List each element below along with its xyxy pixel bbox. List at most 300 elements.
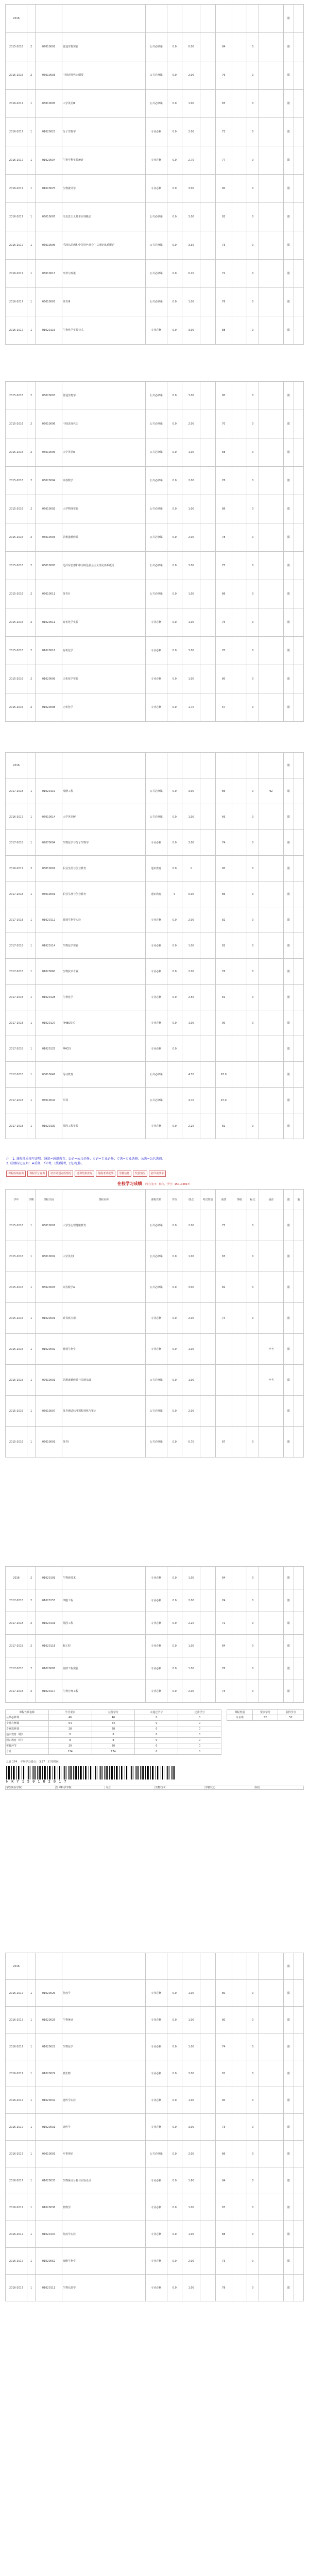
cell-name: 大学英语II (62, 438, 145, 467)
cell-nature: 专业必修 (145, 1567, 167, 1589)
cell-grade (232, 90, 247, 118)
cell-hours: 2.00 (182, 907, 200, 933)
cell-flag: 限 (284, 1062, 294, 1088)
cell-year: 2017-2018 (6, 1657, 27, 1680)
cell-name: 生物化学与分子生物学 (62, 830, 145, 856)
cell-exam (200, 61, 215, 90)
cell-exam (200, 467, 215, 495)
cell-mark: 0 (247, 382, 259, 410)
cell-credit: 0.0 (167, 1303, 182, 1334)
cell-credit: 0.0 (167, 316, 182, 345)
cell-mark (247, 5, 259, 33)
cell-credit: 0.0 (167, 260, 182, 288)
cell-name: 毛泽东思想和中国特色社会主义理论体系概论 (62, 552, 145, 580)
cell-exam (200, 907, 215, 933)
cell-nature: 公共必修课 (145, 804, 167, 830)
cell-year: 2016-2017 (6, 2007, 27, 2033)
cell-exam (200, 5, 215, 33)
cell-note (259, 467, 284, 495)
cell-name: 发酵工程实验 (62, 1657, 145, 1680)
table-row (6, 1612, 304, 1635)
cell-name: 体育测试标准课程训练与鉴定 (62, 1396, 145, 1427)
cell-year: 2016-2017 (6, 2141, 27, 2167)
cell-code: 06010011 (36, 580, 62, 608)
cell-note (259, 1010, 284, 1036)
cell-a (294, 467, 303, 495)
table-row (6, 753, 304, 778)
cell-a (294, 1036, 303, 1062)
table-row (6, 804, 304, 830)
table-row (6, 288, 304, 316)
cell-code: 01020060 (36, 959, 62, 985)
cell-flag: 限 (284, 1365, 294, 1396)
side-column-header: 获得学分 (278, 1710, 304, 1715)
cell-grade (232, 907, 247, 933)
cell-flag: 限 (284, 1334, 294, 1365)
cell-mark: 0 (247, 2114, 259, 2141)
cell-note (259, 580, 284, 608)
cell-exam (200, 637, 215, 665)
cell-exam (200, 580, 215, 608)
cell-nature: 公共必修课 (145, 1210, 167, 1241)
cell-year: 2015-2016 (6, 552, 27, 580)
cell-grade (232, 33, 247, 61)
cell-nature: 专业必修 (145, 2248, 167, 2275)
table-row (6, 1589, 304, 1612)
cell-grade (232, 959, 247, 985)
cell-code: 01020008 (36, 693, 62, 722)
summary-row (6, 1732, 221, 1738)
cell-credit (167, 753, 182, 778)
cell-year: 2017-2018 (6, 1635, 27, 1657)
cell-score: 80 (215, 665, 232, 693)
cell-exam (200, 985, 215, 1010)
cell-note (259, 523, 284, 552)
cell-a (294, 2248, 303, 2275)
cell-exam (200, 2248, 215, 2275)
cell-credit (167, 1062, 182, 1088)
cell-hours: 1.00 (182, 1657, 200, 1680)
cell-nature: 专业必修 (145, 2087, 167, 2114)
cell-mark: 0 (247, 438, 259, 467)
cell-code: 08010001 (36, 2141, 62, 2167)
cell-grade (232, 778, 247, 804)
cell-score: 70 (215, 410, 232, 438)
cell-code: 06010002 (36, 1241, 62, 1272)
cell-hours (182, 753, 200, 778)
cell-credit: 0.0 (167, 438, 182, 467)
cell-note (259, 33, 284, 61)
cell-flag: 限 (284, 580, 294, 608)
cell-nature: 专业必修 (145, 637, 167, 665)
cell-note (259, 1612, 284, 1635)
cell-grade (232, 1010, 247, 1036)
cell-hours (182, 1036, 200, 1062)
cell-hours: 2.00 (182, 1396, 200, 1427)
cell-grade (232, 118, 247, 146)
cell-name: 高等数学 (62, 467, 145, 495)
cell-exam (200, 693, 215, 722)
cell-a (294, 1427, 303, 1458)
cell-a (294, 665, 303, 693)
cell-grade (232, 1241, 247, 1272)
cell-note (259, 608, 284, 637)
cell-score: 76 (215, 959, 232, 985)
cell-credit: 0.0 (167, 33, 182, 61)
cell-exam (200, 1088, 215, 1113)
summary-column-header: 还需学分 (178, 1710, 221, 1715)
cell-no: 1 (27, 118, 36, 146)
cell-flag: 限 (284, 1036, 294, 1062)
cell-hours: 3.00 (182, 382, 200, 410)
cell-exam (200, 1612, 215, 1635)
table-row (6, 2194, 304, 2221)
cell-name: 生物学科实验统计 (62, 146, 145, 175)
cell-mark: 0 (247, 882, 259, 907)
cell-note (259, 959, 284, 985)
cell-note (259, 1241, 284, 1272)
cell-credit: 0.0 (167, 830, 182, 856)
cell-credit: 0.0 (167, 231, 182, 260)
cell-year: 2015-2016 (6, 1396, 27, 1427)
cell-note: 92 (259, 778, 284, 804)
table-row (6, 1427, 304, 1458)
cell-exam (200, 288, 215, 316)
gpa-label: 平均学分绩点： (20, 1760, 39, 1764)
cell-note (259, 1396, 284, 1427)
cell-code: 01020112 (36, 907, 62, 933)
cell-note (259, 1088, 284, 1113)
table-row (6, 5, 304, 33)
cell-mark: 0 (247, 523, 259, 552)
cell-year: 2015-2016 (6, 438, 27, 467)
cell-mark: 0 (247, 1657, 259, 1680)
cell-code: 01020111 (36, 2275, 62, 2301)
table-row (6, 1365, 304, 1396)
cell-a (294, 637, 303, 665)
summary-cell: 0 (178, 1726, 221, 1732)
cell-no: 1 (27, 1113, 36, 1139)
cell-nature: 专业必修 (145, 1589, 167, 1612)
cell-score: 88 (215, 316, 232, 345)
cell-a (294, 523, 303, 552)
cell-mark: 0 (247, 495, 259, 523)
cell-code (36, 5, 62, 33)
cell-flag: 限 (284, 1953, 294, 1980)
tab-7[interactable]: 打印成绩单 (149, 1171, 166, 1177)
cell-name (62, 753, 145, 778)
cell-credit: 0.0 (167, 907, 182, 933)
column-header: 重 (294, 1190, 303, 1210)
cell-note (259, 288, 284, 316)
cell-flag: 限 (284, 61, 294, 90)
cell-year: 2016-2017 (6, 2114, 27, 2141)
cell-exam (200, 1953, 215, 1980)
cell-code: 07070004 (36, 830, 62, 856)
cell-hours: 3.30 (182, 231, 200, 260)
cell-no: 2 (27, 523, 36, 552)
cell-score: 82 (215, 1272, 232, 1303)
cell-mark: 0 (247, 260, 259, 288)
cell-code: 06010005 (36, 438, 62, 467)
cell-a (294, 2141, 303, 2167)
cell-credit: 0.0 (167, 637, 182, 665)
cell-no: 1 (27, 1241, 36, 1272)
cell-grade (232, 856, 247, 882)
side-row (227, 1715, 304, 1721)
cell-code: 01020127 (36, 1010, 62, 1036)
cell-note (259, 2141, 284, 2167)
cell-hours: 3.00 (182, 637, 200, 665)
cell-nature: 公共必修课 (145, 1272, 167, 1303)
cell-no: 2 (27, 1612, 36, 1635)
cell-no: 1 (27, 316, 36, 345)
cell-note (259, 1953, 284, 1980)
cell-credit: 0.0 (167, 495, 182, 523)
tab-0[interactable]: 课程成绩查询 (6, 1171, 26, 1177)
cell-flag: 限 (284, 146, 294, 175)
cell-note (259, 2087, 284, 2114)
cell-year: 2017-2018 (6, 830, 27, 856)
column-header: 成绩 (215, 1190, 232, 1210)
cell-a (294, 882, 303, 907)
cell-mark: 0 (247, 316, 259, 345)
cell-grade (232, 2033, 247, 2060)
column-header: 考试性质 (200, 1190, 215, 1210)
cell-name: 大学英语I (62, 1241, 145, 1272)
cell-no: 1 (27, 2141, 36, 2167)
cell-name: 中国近现代史 (62, 410, 145, 438)
cell-mark: 0 (247, 2141, 259, 2167)
table-row (6, 316, 304, 345)
cell-a (294, 1589, 303, 1612)
cell-a (294, 2007, 303, 2033)
cell-credit: 0.0 (167, 410, 182, 438)
cell-flag: 限 (284, 693, 294, 722)
cell-hours: 2.00 (182, 2141, 200, 2167)
cell-grade (232, 495, 247, 523)
cell-score: 80 (215, 1980, 232, 2007)
cell-score: 84 (215, 33, 232, 61)
cell-nature: 专业必修 (145, 2060, 167, 2087)
cell-hours: 2.00 (182, 118, 200, 146)
tab-6[interactable]: 奖惩情况 (133, 1171, 147, 1177)
cell-year: 2016-2017 (6, 231, 27, 260)
cell-year: 2015-2016 (6, 495, 27, 523)
cell-year: 2017-2018 (6, 933, 27, 959)
cell-score: 90 (215, 2087, 232, 2114)
side-header-row (227, 1710, 304, 1715)
legend-line-1: 注：1. 课程性质缩写说明：通识=通识教育；公必=公共必修；专必=专业必修；专选=专业选修；公选=公共选修。 (6, 1157, 165, 1161)
cell-score: 88 (215, 2221, 232, 2248)
table-row (6, 882, 304, 907)
column-header: 课程名称 (62, 1190, 145, 1210)
cell-exam (200, 410, 215, 438)
tab-3[interactable]: 选课结果查询 (75, 1171, 94, 1177)
cell-credit: 0.0 (167, 1334, 182, 1365)
cell-name: 免疫学实验 (62, 2221, 145, 2248)
summary-cell: 通识教育（限） (6, 1732, 49, 1738)
cell-mark: 0 (247, 1980, 259, 2007)
cell-note (259, 5, 284, 33)
side-cell: 52 (278, 1715, 304, 1721)
cell-year: 2015-2016 (6, 665, 27, 693)
tab-4[interactable]: 等级考试成绩 (96, 1171, 115, 1177)
cell-mark (247, 753, 259, 778)
cell-score: 76 (215, 288, 232, 316)
cell-note (259, 2221, 284, 2248)
cell-no (27, 753, 36, 778)
cell-no: 2 (27, 438, 36, 467)
college-value: 生命科学学院 (55, 1786, 105, 1790)
cell-nature: 专业必修 (145, 1113, 167, 1139)
cell-a (294, 288, 303, 316)
cell-year: 2015-2016 (6, 608, 27, 637)
summary-cell: 8 (48, 1732, 92, 1738)
table-row (6, 1635, 304, 1657)
cell-nature: 公共必修课 (145, 33, 167, 61)
cell-no: 1 (27, 2033, 36, 2060)
cell-mark: 0 (247, 33, 259, 61)
cell-nature: 公共必修课 (145, 1241, 167, 1272)
cell-year: 2017-2018 (6, 1589, 27, 1612)
table-row (6, 1396, 304, 1427)
cell-flag: 限 (284, 1088, 294, 1113)
tab-2[interactable]: 培养计划完成情况 (48, 1171, 73, 1177)
cell-no: 2 (27, 665, 36, 693)
summary-cell: 8 (92, 1738, 135, 1743)
cell-grade (232, 1334, 247, 1365)
cell-no: 2 (27, 580, 36, 608)
summary-cell: 64 (92, 1721, 135, 1726)
cell-nature (145, 5, 167, 33)
cell-grade (232, 1953, 247, 1980)
cell-grade (232, 608, 247, 637)
transcript-sheet-2 (5, 381, 304, 722)
cell-name: 无机化学 (62, 693, 145, 722)
cell-hours: 2.00 (182, 61, 200, 90)
cell-score: 81 (215, 2060, 232, 2087)
tab-1[interactable]: 课程学分查询 (27, 1171, 47, 1177)
cell-nature: 专业必修 (145, 1635, 167, 1657)
cell-mark: 0 (247, 985, 259, 1010)
cell-grade (232, 61, 247, 90)
cell-hours: 1.00 (182, 2033, 200, 2060)
cell-a (294, 1334, 303, 1365)
side-column-header: 要求学分 (252, 1710, 278, 1715)
table-row (6, 1241, 304, 1272)
summary-row (6, 1721, 221, 1726)
cell-grade (232, 2221, 247, 2248)
cell-nature: 专业必修 (145, 2275, 167, 2301)
cell-name: 普通生物学 (62, 382, 145, 410)
cell-grade (232, 1567, 247, 1589)
cell-code: 01020034 (36, 146, 62, 175)
table-row (6, 382, 304, 410)
cell-name: 大学英语III (62, 90, 145, 118)
cell-name (62, 5, 145, 33)
cell-nature: 专业必修 (145, 316, 167, 345)
cell-score: 73 (215, 2114, 232, 2141)
table-row (6, 580, 304, 608)
cell-no: 2 (27, 33, 36, 61)
cell-hours: 3.00 (182, 778, 200, 804)
credit-summary-table (5, 1709, 221, 1755)
cell-score: 72 (215, 118, 232, 146)
summary-cell: 合计 (6, 1749, 49, 1755)
cell-code: 01020131 (36, 1612, 62, 1635)
cell-grade (232, 882, 247, 907)
cell-mark: 0 (247, 2248, 259, 2275)
cell-note (259, 2060, 284, 2087)
cell-exam (200, 753, 215, 778)
cell-a (294, 260, 303, 288)
cell-credit: 0.0 (167, 608, 182, 637)
cell-nature: 专业必修 (145, 1980, 167, 2007)
table-row (6, 467, 304, 495)
cell-name: 免疫学 (62, 1980, 145, 2007)
cell-year: 2015-2016 (6, 467, 27, 495)
cell-no: 1 (27, 288, 36, 316)
cell-code: 01020001 (36, 1303, 62, 1334)
cell-code: 01020031 (36, 2114, 62, 2141)
cell-note (259, 1567, 284, 1589)
cell-note (259, 61, 284, 90)
table-row (6, 637, 304, 665)
column-header: 学期 (27, 1190, 36, 1210)
cell-nature: 专业必修 (145, 1303, 167, 1334)
cell-mark: 0 (247, 665, 259, 693)
cell-a (294, 5, 303, 33)
cell-a (294, 1303, 303, 1334)
cell-name: 思想道德修养 (62, 523, 145, 552)
cell-code: 01020052 (36, 2248, 62, 2275)
cell-credit: 0.0 (167, 467, 182, 495)
cell-grade (232, 316, 247, 345)
cell-year: 2017-2018 (6, 1088, 27, 1113)
cell-name: 生物分离工程 (62, 1680, 145, 1703)
cell-no: 1 (27, 1272, 36, 1303)
cell-mark: 0 (247, 580, 259, 608)
cell-name: 发酵工程 (62, 778, 145, 804)
cell-a (294, 1953, 303, 1980)
cell-nature: 专业必修 (145, 2033, 167, 2060)
table-row (6, 33, 304, 61)
tab-5[interactable]: 学籍信息 (117, 1171, 131, 1177)
cell-credit: 0 (167, 882, 182, 907)
cell-exam (200, 203, 215, 231)
table-row (6, 90, 304, 118)
cell-nature: 专业必修 (145, 693, 167, 722)
cell-hours: 1.00 (182, 933, 200, 959)
cell-credit: 0.0 (167, 856, 182, 882)
cell-year: 2017-2018 (6, 959, 27, 985)
cell-no: 1 (27, 1365, 36, 1396)
cell-no: 1 (27, 830, 36, 856)
tab-bar (6, 1171, 303, 1177)
cell-mark: 0 (247, 804, 259, 830)
table-row (6, 1980, 304, 2007)
cell-flag: 限 (284, 260, 294, 288)
cell-a (294, 2033, 303, 2060)
cell-grade (232, 2194, 247, 2221)
cell-hours: 3.00 (182, 2060, 200, 2087)
cell-year: 2016-2017 (6, 146, 27, 175)
cell-score: 75 (215, 552, 232, 580)
cell-score: 68 (215, 438, 232, 467)
cell-mark: 0 (247, 1589, 259, 1612)
cell-flag: 限 (284, 495, 294, 523)
